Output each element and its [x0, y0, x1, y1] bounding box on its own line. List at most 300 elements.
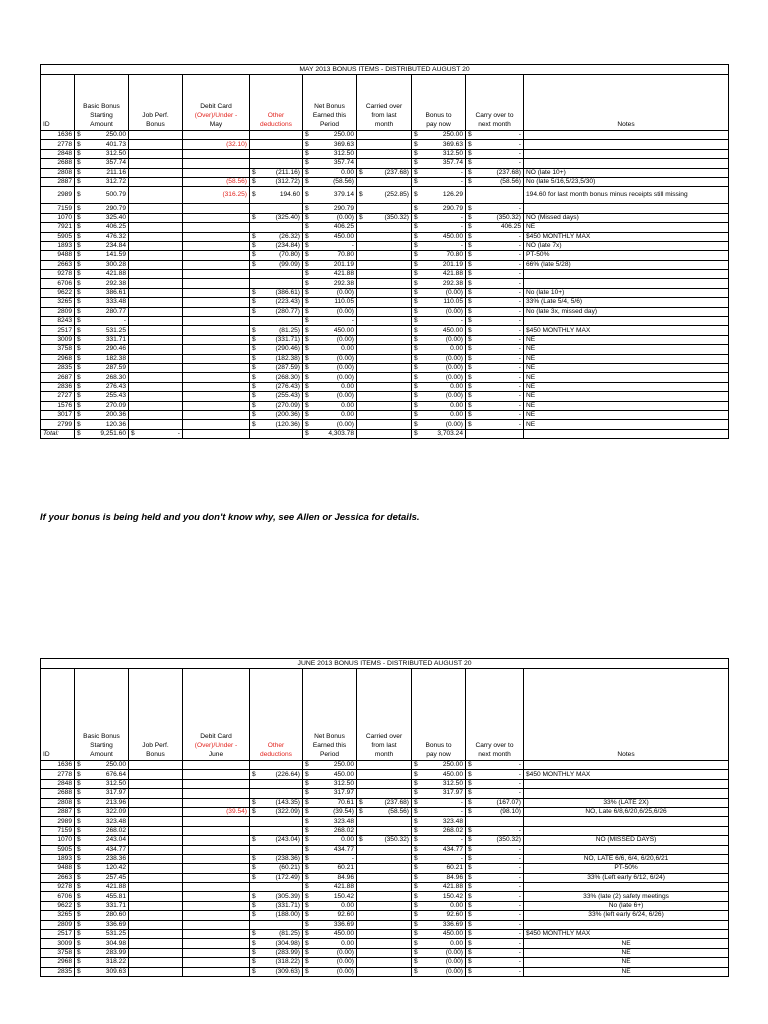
job-perf-cell [129, 326, 183, 335]
net-bonus-cell: $ (0.00) [303, 420, 357, 429]
june-rows [41, 761, 729, 977]
notes-cell [524, 789, 729, 798]
net-bonus-cell: $ (0.00) [303, 948, 357, 957]
basic-bonus-cell: $ 312.72 [75, 177, 129, 186]
row-id: 5905 [41, 845, 75, 854]
debit-card-cell [183, 958, 250, 967]
job-perf-cell [129, 807, 183, 816]
basic-bonus-cell: $ 434.77 [75, 845, 129, 854]
row-id: 2835 [41, 363, 75, 372]
other-deductions-cell: $ (223.43) [250, 298, 303, 307]
carry-over-cell: $ - [466, 410, 524, 419]
carry-over-cell: $ - [466, 204, 524, 213]
table-row [41, 836, 729, 845]
debit-card-cell [183, 873, 250, 882]
row-id: 9488 [41, 864, 75, 873]
basic-bonus-cell: $ 120.36 [75, 420, 129, 429]
may-total-row [41, 429, 729, 438]
net-bonus-cell: $ 312.50 [303, 149, 357, 158]
net-bonus-cell: $ 201.19 [303, 260, 357, 269]
may-table-title: MAY 2013 BONUS ITEMS - DISTRIBUTED AUGUST 20 [41, 65, 729, 75]
basic-bonus-cell: $ 325.40 [75, 213, 129, 222]
pay-now-cell: $ 0.00 [412, 401, 466, 410]
carry-over-cell: $ - [466, 335, 524, 344]
carry-over-cell: $ - [466, 967, 524, 976]
job-perf-cell [129, 232, 183, 241]
row-id: 7159 [41, 204, 75, 213]
job-perf-cell [129, 317, 183, 326]
net-bonus-cell: $ 110.05 [303, 298, 357, 307]
carry-over-cell: $ - [466, 159, 524, 168]
carry-over-header: Carry over to next month [466, 669, 524, 761]
basic-bonus-cell: $ 280.60 [75, 911, 129, 920]
job-perf-cell [129, 298, 183, 307]
debit-card-cell [183, 798, 250, 807]
notes-cell [524, 159, 729, 168]
carry-over-cell: $ - [466, 260, 524, 269]
carried-over-cell [357, 223, 412, 232]
other-deductions-cell: $ (143.35) [250, 798, 303, 807]
carried-over-cell [357, 298, 412, 307]
net-bonus-cell: $ (0.00) [303, 307, 357, 316]
net-bonus-cell: $ 0.00 [303, 410, 357, 419]
notes-cell [524, 817, 729, 826]
notes-cell: NE [524, 420, 729, 429]
notes-cell: $450 MONTHLY MAX [524, 930, 729, 939]
net-bonus-cell: $ 70.80 [303, 251, 357, 260]
carried-over-cell [357, 864, 412, 873]
carried-over-cell [357, 279, 412, 288]
job-perf-cell [129, 826, 183, 835]
other-deductions-cell [250, 131, 303, 140]
other-deductions-cell: $ (386.61) [250, 288, 303, 297]
row-id: 2663 [41, 260, 75, 269]
table-row [41, 251, 729, 260]
job-perf-cell [129, 223, 183, 232]
other-deductions-cell: $ (172.49) [250, 873, 303, 882]
carried-over-cell [357, 363, 412, 372]
job-perf-cell [129, 817, 183, 826]
net-bonus-cell: $ 406.25 [303, 223, 357, 232]
pay-now-cell: $ 84.96 [412, 873, 466, 882]
other-deductions-cell: $ (70.80) [250, 251, 303, 260]
carried-over-cell [357, 420, 412, 429]
notes-cell: NE [524, 401, 729, 410]
carried-over-cell [357, 873, 412, 882]
net-bonus-cell: $ 369.63 [303, 140, 357, 149]
debit-card-cell [183, 401, 250, 410]
carried-over-header: Carried over from last month [357, 75, 412, 131]
job-perf-cell [129, 410, 183, 419]
net-bonus-cell: $ 0.00 [303, 345, 357, 354]
notes-cell: NE [524, 967, 729, 976]
carry-over-cell: $ - [466, 354, 524, 363]
carried-over-cell [357, 317, 412, 326]
notes-cell: NO, Late 6/8,6/20,6/25,6/26 [524, 807, 729, 816]
table-row [41, 873, 729, 882]
pay-now-header: Bonus to pay now [412, 669, 466, 761]
carry-over-cell: $ - [466, 892, 524, 901]
other-deductions-cell: $ (304.98) [250, 939, 303, 948]
table-row [41, 232, 729, 241]
pay-now-cell: $ (0.00) [412, 307, 466, 316]
notes-cell [524, 270, 729, 279]
notes-cell [524, 131, 729, 140]
other-deductions-cell: $ (99.09) [250, 260, 303, 269]
other-deductions-cell: $ (226.64) [250, 770, 303, 779]
other-deductions-cell: $ (331.71) [250, 335, 303, 344]
carry-over-cell: $ - [466, 345, 524, 354]
basic-bonus-cell: $ 257.45 [75, 873, 129, 882]
carried-over-cell [357, 920, 412, 929]
notes-cell: NE [524, 354, 729, 363]
debit-card-cell [183, 382, 250, 391]
other-deductions-cell: $ (188.00) [250, 911, 303, 920]
net-bonus-cell: $ 290.79 [303, 204, 357, 213]
carried-over-cell [357, 930, 412, 939]
basic-bonus-cell: $ 290.79 [75, 204, 129, 213]
other-deductions-cell: $ (255.43) [250, 392, 303, 401]
net-bonus-cell: $ 292.38 [303, 279, 357, 288]
carried-over-cell [357, 761, 412, 770]
carried-over-cell [357, 159, 412, 168]
net-bonus-cell: $ 70.61 [303, 798, 357, 807]
debit-card-cell [183, 213, 250, 222]
carry-over-cell: $ - [466, 854, 524, 863]
carry-over-cell: $ - [466, 420, 524, 429]
net-bonus-cell: $ 250.00 [303, 761, 357, 770]
carried-over-cell [357, 354, 412, 363]
basic-bonus-cell: $ 268.30 [75, 373, 129, 382]
job-perf-cell [129, 335, 183, 344]
notes-header: Notes [524, 75, 729, 131]
table-row [41, 948, 729, 957]
net-bonus-cell: $ 0.00 [303, 401, 357, 410]
basic-bonus-cell: $ 500.79 [75, 187, 129, 204]
job-perf-cell [129, 854, 183, 863]
pay-now-cell: $ (0.00) [412, 420, 466, 429]
debit-card-cell [183, 920, 250, 929]
row-id: 8243 [41, 317, 75, 326]
other-deductions-cell: $ (312.72) [250, 177, 303, 186]
net-bonus-cell: $ 450.00 [303, 930, 357, 939]
basic-bonus-cell: $ 200.36 [75, 410, 129, 419]
table-row [41, 779, 729, 788]
carry-over-cell: $ - [466, 826, 524, 835]
carried-over-cell [357, 892, 412, 901]
row-id: 5905 [41, 232, 75, 241]
carry-over-cell: $ - [466, 131, 524, 140]
basic-bonus-cell: $ 318.22 [75, 958, 129, 967]
notes-cell: 33% (late (2) safety meetings [524, 892, 729, 901]
other-deductions-cell [250, 317, 303, 326]
other-deductions-cell: $ (322.09) [250, 807, 303, 816]
notes-cell: NE [524, 373, 729, 382]
row-id: 2968 [41, 958, 75, 967]
job-perf-cell [129, 288, 183, 297]
row-id: 3009 [41, 939, 75, 948]
job-perf-cell [129, 168, 183, 177]
row-id: 2848 [41, 779, 75, 788]
other-deductions-cell: $ (309.63) [250, 967, 303, 976]
job-perf-cell [129, 930, 183, 939]
june-bonus-table [40, 658, 729, 977]
debit-card-cell [183, 410, 250, 419]
pay-now-cell: $ 450.00 [412, 326, 466, 335]
debit-card-cell [183, 761, 250, 770]
pay-now-cell: $ (0.00) [412, 948, 466, 957]
table-row [41, 939, 729, 948]
table-row [41, 817, 729, 826]
net-bonus-cell: $ 450.00 [303, 770, 357, 779]
notes-cell: NO (late 7x) [524, 241, 729, 250]
basic-bonus-cell: $ 676.64 [75, 770, 129, 779]
pay-now-cell: $ 312.50 [412, 149, 466, 158]
pay-now-cell: $ 92.60 [412, 911, 466, 920]
basic-bonus-cell: $ 213.96 [75, 798, 129, 807]
carried-over-cell [357, 854, 412, 863]
row-id: 2727 [41, 392, 75, 401]
debit-card-cell [183, 131, 250, 140]
pay-now-cell: $ 421.88 [412, 883, 466, 892]
job-perf-cell [129, 307, 183, 316]
net-bonus-cell: $ (0.00) [303, 363, 357, 372]
carry-over-cell: $ (350.32) [466, 213, 524, 222]
job-perf-cell [129, 187, 183, 204]
debit-card-cell [183, 883, 250, 892]
carried-over-cell [357, 410, 412, 419]
net-bonus-cell: $ 421.88 [303, 270, 357, 279]
job-perf-cell [129, 345, 183, 354]
row-id: 1070 [41, 213, 75, 222]
net-bonus-cell: $ 150.42 [303, 892, 357, 901]
carry-over-cell: $ - [466, 845, 524, 854]
basic-bonus-cell: $ 333.48 [75, 298, 129, 307]
carry-over-cell: $ - [466, 288, 524, 297]
carried-over-cell [357, 948, 412, 957]
debit-card-cell [183, 159, 250, 168]
basic-bonus-cell: $ 304.98 [75, 939, 129, 948]
basic-bonus-cell: $ 268.02 [75, 826, 129, 835]
total-job: $ - [129, 429, 183, 438]
carried-over-cell [357, 967, 412, 976]
job-perf-cell [129, 177, 183, 186]
pay-now-cell: $ 369.63 [412, 140, 466, 149]
net-bonus-cell: $ (0.00) [303, 958, 357, 967]
row-id: 2848 [41, 149, 75, 158]
carry-over-cell: $ - [466, 761, 524, 770]
net-bonus-cell: $ (0.00) [303, 335, 357, 344]
net-bonus-cell: $ 0.00 [303, 168, 357, 177]
pay-now-cell: $ - [412, 213, 466, 222]
other-deductions-cell: $ (290.46) [250, 345, 303, 354]
debit-card-cell [183, 864, 250, 873]
pay-now-cell: $ 336.69 [412, 920, 466, 929]
carry-over-cell: $ - [466, 307, 524, 316]
net-bonus-cell: $ 336.69 [303, 920, 357, 929]
carry-over-cell: $ - [466, 251, 524, 260]
carry-over-cell: $ - [466, 232, 524, 241]
may-rows [41, 131, 729, 430]
notes-cell: 66% (late 5/28) [524, 260, 729, 269]
debit-card-cell [183, 326, 250, 335]
notes-cell [524, 779, 729, 788]
pay-now-cell: $ - [412, 317, 466, 326]
debit-card-cell [183, 836, 250, 845]
other-deductions-cell: $ (283.99) [250, 948, 303, 957]
carried-over-cell [357, 251, 412, 260]
pay-now-cell: $ 60.21 [412, 864, 466, 873]
net-bonus-cell: $ 434.77 [303, 845, 357, 854]
notes-cell: NO, LATE 6/6, 6/4, 6/20,6/21 [524, 854, 729, 863]
job-perf-cell [129, 770, 183, 779]
carry-over-cell: $ - [466, 317, 524, 326]
debit-card-cell: (58.56) [183, 177, 250, 186]
table-row [41, 131, 729, 140]
debit-card-cell [183, 260, 250, 269]
row-id: 1070 [41, 836, 75, 845]
net-bonus-header: Net Bonus Earned this Period [303, 669, 357, 761]
net-bonus-cell: $ 421.88 [303, 883, 357, 892]
table-row [41, 177, 729, 186]
pay-now-cell: $ 450.00 [412, 232, 466, 241]
job-perf-cell [129, 420, 183, 429]
id-header: ID [41, 669, 75, 761]
pay-now-cell: $ 70.80 [412, 251, 466, 260]
row-id: 1636 [41, 131, 75, 140]
job-perf-cell [129, 279, 183, 288]
debit-card-cell [183, 298, 250, 307]
basic-bonus-cell: $ 290.46 [75, 345, 129, 354]
pay-now-cell: $ 201.19 [412, 260, 466, 269]
table-row [41, 187, 729, 204]
table-row [41, 382, 729, 391]
notes-cell [524, 826, 729, 835]
basic-bonus-cell: $ 250.00 [75, 131, 129, 140]
pay-now-cell: $ (0.00) [412, 363, 466, 372]
row-id: 2688 [41, 159, 75, 168]
row-id: 1893 [41, 241, 75, 250]
carried-over-cell [357, 131, 412, 140]
carried-over-cell [357, 779, 412, 788]
row-id: 2989 [41, 817, 75, 826]
basic-bonus-cell: $ 141.59 [75, 251, 129, 260]
basic-bonus-cell: $ 309.63 [75, 967, 129, 976]
row-id: 2517 [41, 930, 75, 939]
other-deductions-cell: $ (81.25) [250, 326, 303, 335]
pay-now-cell: $ 421.88 [412, 270, 466, 279]
notes-cell: No (late 6+) [524, 901, 729, 910]
table-row [41, 864, 729, 873]
job-perf-cell [129, 789, 183, 798]
job-perf-cell [129, 251, 183, 260]
net-bonus-cell: $ - [303, 854, 357, 863]
pay-now-cell: $ (0.00) [412, 373, 466, 382]
row-id: 1636 [41, 761, 75, 770]
other-deductions-cell: $ (238.36) [250, 854, 303, 863]
carried-over-cell [357, 307, 412, 316]
pay-now-cell: $ 250.00 [412, 761, 466, 770]
pay-now-cell: $ 450.00 [412, 930, 466, 939]
table-row [41, 420, 729, 429]
notes-cell: No (late 5/16,5/23,5/30) [524, 177, 729, 186]
notes-cell: NE [524, 345, 729, 354]
basic-bonus-cell: $ 211.16 [75, 168, 129, 177]
basic-bonus-cell: $ 421.88 [75, 270, 129, 279]
carried-over-cell [357, 149, 412, 158]
row-id: 9622 [41, 288, 75, 297]
carry-over-cell: $ - [466, 770, 524, 779]
net-bonus-cell: $ (0.00) [303, 392, 357, 401]
job-perf-cell [129, 845, 183, 854]
table-row [41, 410, 729, 419]
row-id: 9488 [41, 251, 75, 260]
row-id: 3009 [41, 335, 75, 344]
carry-over-cell: $ - [466, 958, 524, 967]
net-bonus-cell: $ 323.48 [303, 817, 357, 826]
other-deductions-cell [250, 140, 303, 149]
net-bonus-cell: $ (39.54) [303, 807, 357, 816]
other-deductions-cell: $ (26.32) [250, 232, 303, 241]
pay-now-cell: $ (0.00) [412, 967, 466, 976]
notes-cell: $450 MONTHLY MAX [524, 770, 729, 779]
net-bonus-cell: $ (0.00) [303, 213, 357, 222]
table-row [41, 854, 729, 863]
job-perf-cell [129, 401, 183, 410]
carry-over-cell: $ (237.68) [466, 168, 524, 177]
carried-over-cell [357, 373, 412, 382]
debit-card-cell [183, 901, 250, 910]
pay-now-cell: $ (0.00) [412, 335, 466, 344]
job-perf-header: Job Perf. Bonus [129, 75, 183, 131]
net-bonus-cell: $ (0.00) [303, 288, 357, 297]
notes-cell: NE [524, 410, 729, 419]
row-id: 2808 [41, 798, 75, 807]
table-row [41, 798, 729, 807]
basic-bonus-cell: $ 331.71 [75, 335, 129, 344]
job-perf-cell [129, 270, 183, 279]
row-id: 2687 [41, 373, 75, 382]
debit-card-cell [183, 373, 250, 382]
debit-card-cell [183, 826, 250, 835]
pay-now-cell: $ 450.00 [412, 770, 466, 779]
carried-over-cell [357, 392, 412, 401]
job-perf-cell [129, 392, 183, 401]
carry-over-cell: $ 406.25 [466, 223, 524, 232]
net-bonus-cell: $ 0.00 [303, 382, 357, 391]
debit-card-cell [183, 939, 250, 948]
net-bonus-cell: $ 0.00 [303, 901, 357, 910]
pay-now-cell: $ - [412, 854, 466, 863]
carry-over-cell: $ - [466, 789, 524, 798]
carried-over-cell: $ (252.85) [357, 187, 412, 204]
table-row [41, 892, 729, 901]
carry-over-cell: $ - [466, 373, 524, 382]
row-id: 2836 [41, 382, 75, 391]
other-deductions-cell: $ (211.16) [250, 168, 303, 177]
table-row [41, 223, 729, 232]
pay-now-cell: $ - [412, 798, 466, 807]
june-table-title: JUNE 2013 BONUS ITEMS - DISTRIBUTED AUGUST 20 [41, 659, 729, 669]
carried-over-cell [357, 140, 412, 149]
job-perf-cell [129, 911, 183, 920]
pay-now-cell: $ 0.00 [412, 901, 466, 910]
job-perf-cell [129, 354, 183, 363]
job-perf-header: Job Perf. Bonus [129, 669, 183, 761]
notes-cell [524, 845, 729, 854]
table-row [41, 363, 729, 372]
notes-cell [524, 920, 729, 929]
